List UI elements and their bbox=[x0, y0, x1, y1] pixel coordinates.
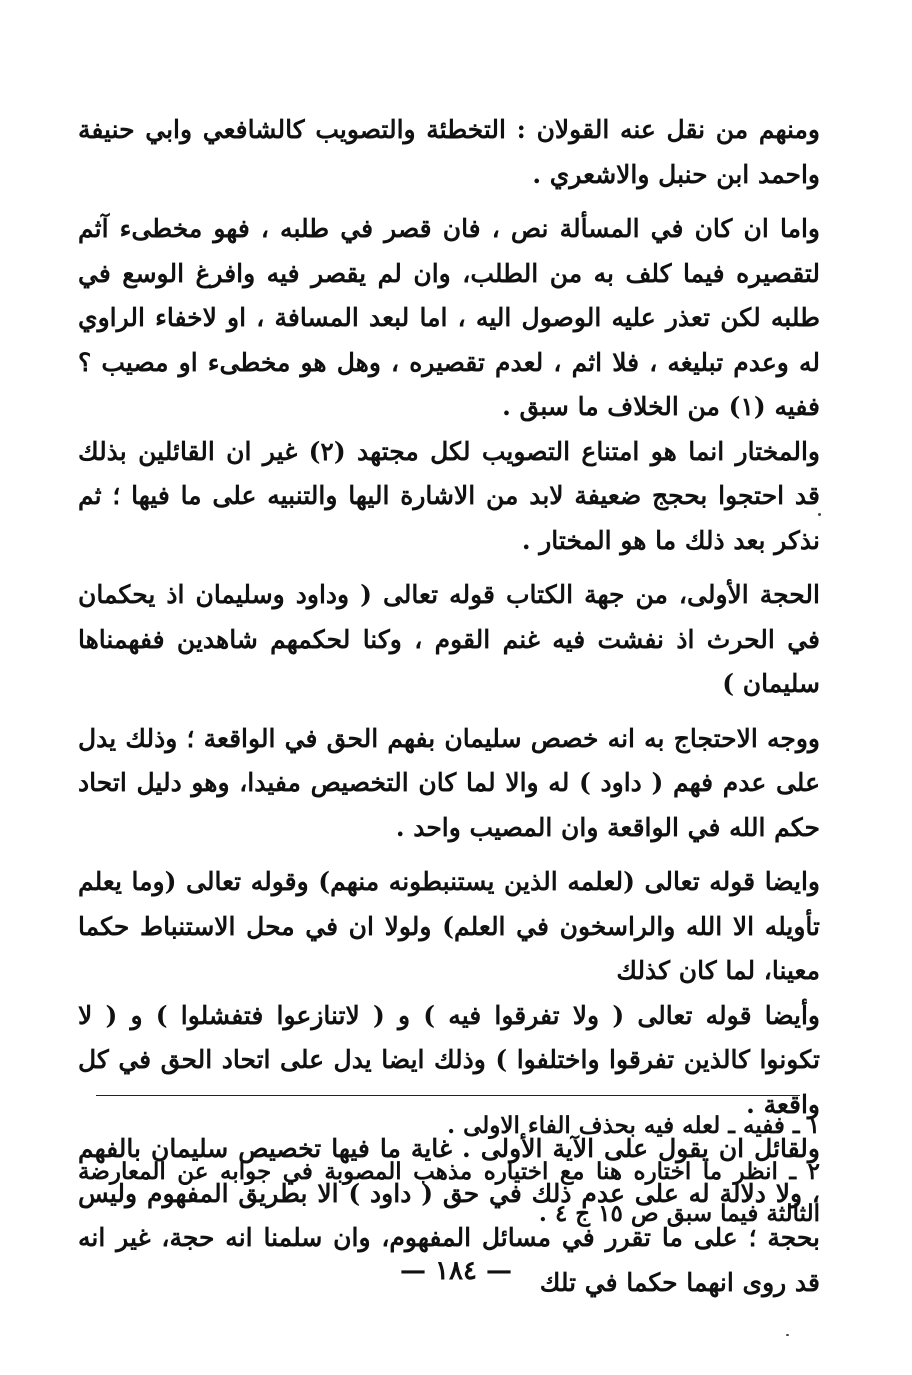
paragraph-6: وايضا قوله تعالى (لعلمه الذين يستنبطونه منهم) وقوله تعالى (وما يعلم تأويله الا الله والراسخون في العلم) ولولا ان في محل الاستنباط حكما معينا، لما كان كذلك bbox=[78, 867, 820, 985]
paragraph-7: وأيضا قوله تعالى ( ولا تفرقوا فيه ) و ( لاتنازعوا فتفشلوا ) و ( لا تكونوا كالذين تفرقوا واختلفوا ) وذلك ايضا يدل على اتحاد الحق في كل واقعة . bbox=[78, 1000, 820, 1119]
paragraph-5: ووجه الاحتجاج به انه خصص سليمان بفهم الحق في الواقعة ؛ وذلك يدل على عدم فهم ( داود ) له والا لما كان التخصيص مفيدا، وهو دليل اتحاد حكم الله في الواقعة وان المصيب واحد . bbox=[78, 723, 820, 842]
footnote-divider bbox=[96, 1095, 800, 1096]
paragraph-3: والمختار انما هو امتناع التصويب لكل مجتهد (٢) غير ان القائلين بذلك قد احتجوا بحجج ضعيفة لابد من الاشارة اليها والتنبيه على ما فيها ؛ ثم نذكر بعد ذلك ما هو المختار . bbox=[78, 436, 820, 555]
scan-speck bbox=[818, 513, 821, 516]
footnotes bbox=[78, 1105, 820, 1239]
page-number: — ١٨٤ — bbox=[399, 1256, 513, 1286]
footnote-2: ٢ ـ انظر ما اختاره هنا مع اختياره مذهب المصوبة في جوابه عن المعارضة الثالثة فيما سبق ص ١٥ ج ٤ . bbox=[78, 1158, 820, 1227]
paragraph-8: ولقائل ان يقول على الآية الأولى . غاية ما فيها تخصيص سليمان بالفهم ، ولا دلالة له على عدم ذلك في حق ( داود ) الا بطريق المفهوم وليس بحجة ؛ على ما تقرر في مسائل المفهوم، وان سلمنا انه حجة، غير انه قد روى انهما حكما في تلك bbox=[78, 1134, 820, 1297]
paragraph-1: ومنهم من نقل عنه القولان : التخطئة والتصويب كالشافعي وابي حنيفة واحمد ابن حنبل والاشعري . bbox=[78, 115, 820, 189]
paragraph-2: واما ان كان في المسألة نص ، فان قصر في طلبه ، فهو مخطىء آثم لتقصيره فيما كلف به من الطلب، وان لم يقصر فيه وافرغ الوسع في طلبه لكن تعذر عليه الوصول اليه ، اما لبعد المسافة ، او لاخفاء الراوي له وعدم تبليغه ، فلا اثم ، لعدم تقصيره ، وهل هو مخطىء او مصيب ؟ ففيه (١) من الخلاف ما سبق . bbox=[78, 214, 820, 421]
paragraph-4: الحجة الأولى، من جهة الكتاب قوله تعالى ( وداود وسليمان اذ يحكمان في الحرث اذ نفشت فيه غنم القوم ، وكنا لحكمهم شاهدين ففهمناها سليمان ) bbox=[78, 580, 820, 698]
scan-speck bbox=[786, 1334, 789, 1336]
footnote-1: ١ ـ ففيه ـ لعله فيه بحذف الفاء الاولى . bbox=[447, 1112, 820, 1139]
